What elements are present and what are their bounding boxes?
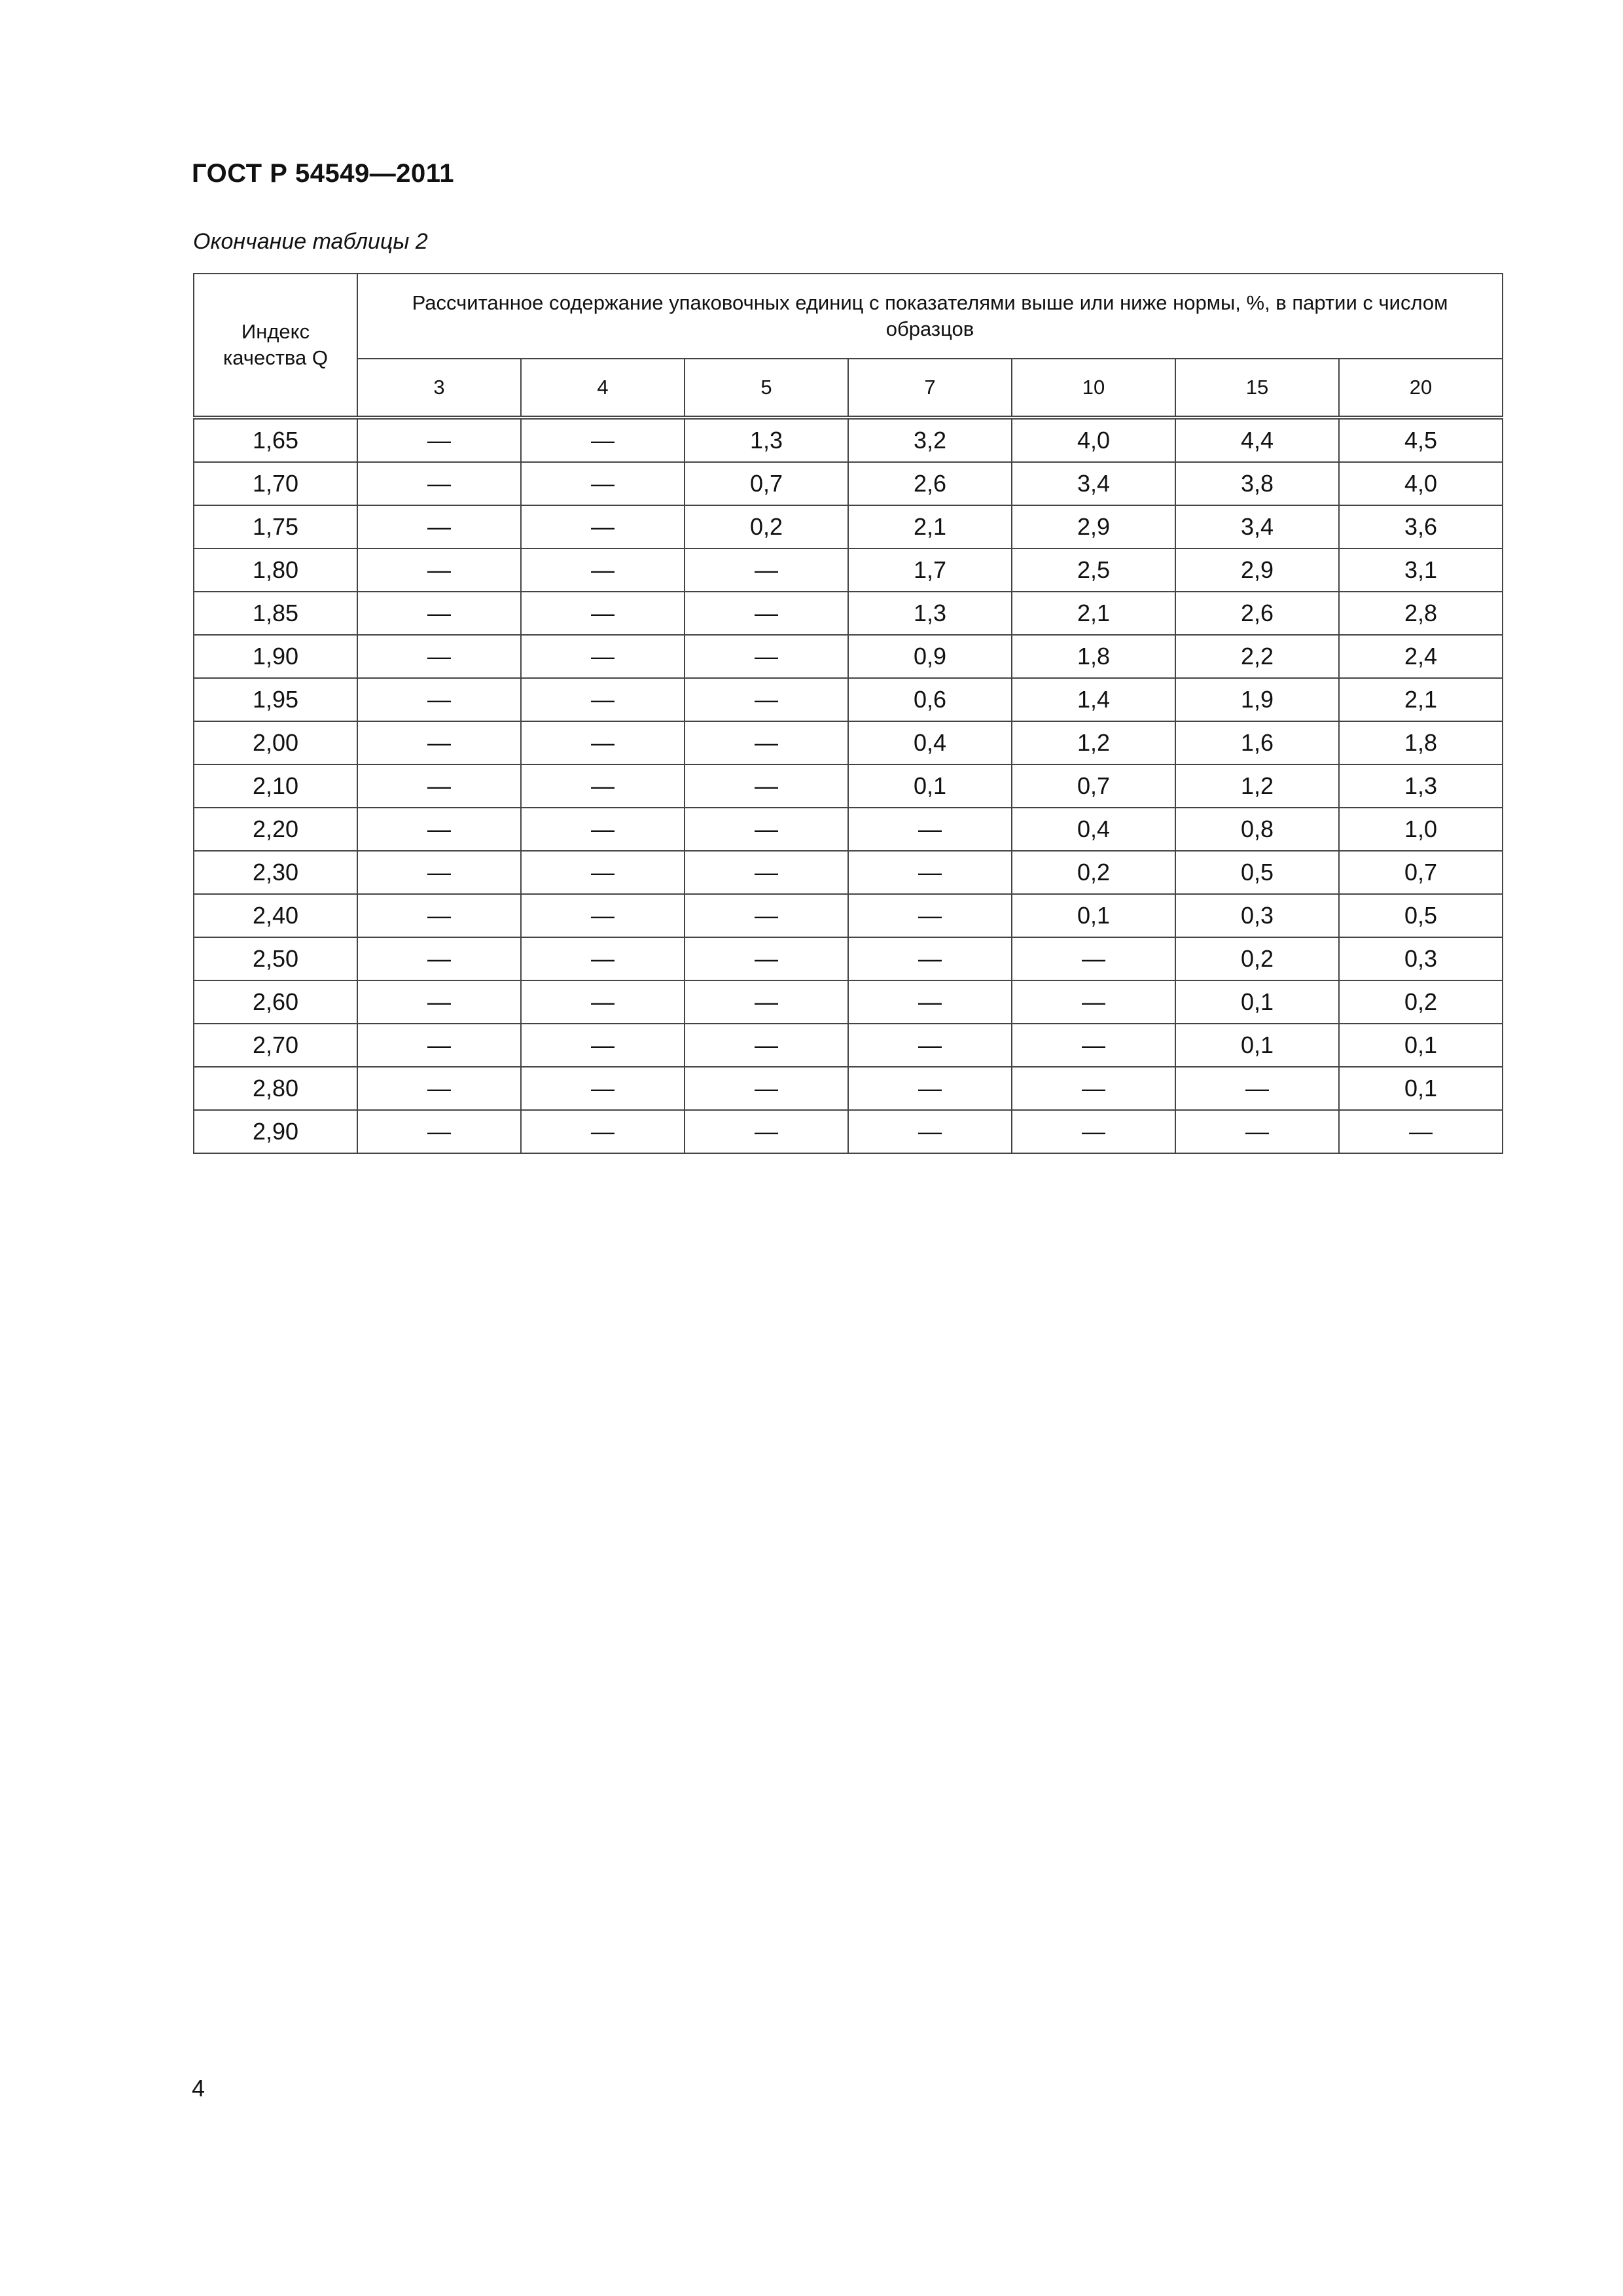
table-row [194, 980, 1503, 1024]
value-cell: — [1339, 1110, 1503, 1153]
value-cell: — [521, 592, 685, 635]
value-cell: — [357, 462, 521, 505]
value-cell: 0,5 [1339, 894, 1503, 937]
value-cell: — [685, 894, 848, 937]
quality-index-cell: 2,50 [194, 937, 357, 980]
table-row [194, 548, 1503, 592]
value-cell: — [685, 721, 848, 764]
value-cell: — [685, 1024, 848, 1067]
quality-index-cell: 1,80 [194, 548, 357, 592]
value-cell: 0,1 [1175, 1024, 1339, 1067]
table-row [194, 678, 1503, 721]
table-row [194, 894, 1503, 937]
document-code: ГОСТ Р 54549—2011 [192, 159, 454, 188]
value-cell: — [357, 548, 521, 592]
value-cell: 1,9 [1175, 678, 1339, 721]
value-cell: — [521, 980, 685, 1024]
value-cell: — [357, 851, 521, 894]
table-header [194, 274, 1503, 418]
table-row [194, 635, 1503, 678]
value-cell: — [357, 937, 521, 980]
quality-index-cell: 2,30 [194, 851, 357, 894]
value-cell: 2,5 [1012, 548, 1175, 592]
value-cell: — [521, 678, 685, 721]
table-row [194, 462, 1503, 505]
value-cell: 0,2 [1012, 851, 1175, 894]
quality-index-cell: 1,95 [194, 678, 357, 721]
quality-index-cell: 2,90 [194, 1110, 357, 1153]
page-number: 4 [192, 2075, 205, 2102]
value-cell: 2,6 [848, 462, 1012, 505]
value-cell: 0,2 [1175, 937, 1339, 980]
value-cell: — [357, 1110, 521, 1153]
value-cell: 0,8 [1175, 808, 1339, 851]
table-row [194, 764, 1503, 808]
quality-index-cell: 2,00 [194, 721, 357, 764]
value-cell: — [521, 635, 685, 678]
value-cell: 1,8 [1012, 635, 1175, 678]
value-cell: 1,2 [1012, 721, 1175, 764]
value-cell: 2,1 [1012, 592, 1175, 635]
quality-index-cell: 2,70 [194, 1024, 357, 1067]
quality-index-cell: 1,85 [194, 592, 357, 635]
value-cell: — [357, 678, 521, 721]
value-cell: 3,4 [1175, 505, 1339, 548]
value-cell: — [357, 894, 521, 937]
value-cell: 4,0 [1012, 418, 1175, 462]
value-cell: — [521, 1024, 685, 1067]
column-header: 5 [685, 359, 848, 418]
value-cell: — [685, 764, 848, 808]
value-cell: 0,5 [1175, 851, 1339, 894]
value-cell: — [685, 1067, 848, 1110]
table-row [194, 1067, 1503, 1110]
value-cell: 4,4 [1175, 418, 1339, 462]
value-cell: 2,9 [1012, 505, 1175, 548]
group-header: Рассчитанное содержание упаковочных единиц с показателями выше или ниже нормы, %, в партии с числом образцов [357, 274, 1503, 359]
value-cell: — [521, 462, 685, 505]
value-cell: — [521, 1067, 685, 1110]
quality-index-cell: 2,40 [194, 894, 357, 937]
value-cell: — [685, 548, 848, 592]
value-cell: — [357, 980, 521, 1024]
quality-index-table [193, 273, 1503, 1154]
value-cell: 2,2 [1175, 635, 1339, 678]
value-cell: — [521, 505, 685, 548]
column-header: 3 [357, 359, 521, 418]
value-cell: — [1012, 980, 1175, 1024]
value-cell: 3,8 [1175, 462, 1339, 505]
value-cell: 1,0 [1339, 808, 1503, 851]
value-cell: — [685, 937, 848, 980]
value-cell: — [685, 808, 848, 851]
value-cell: 0,9 [848, 635, 1012, 678]
column-header: 4 [521, 359, 685, 418]
value-cell: 0,3 [1175, 894, 1339, 937]
value-cell: — [848, 1067, 1012, 1110]
value-cell: — [357, 635, 521, 678]
value-cell: — [521, 851, 685, 894]
value-cell: 0,7 [685, 462, 848, 505]
value-cell: — [685, 592, 848, 635]
value-cell: 1,8 [1339, 721, 1503, 764]
value-cell: — [848, 808, 1012, 851]
value-cell: — [848, 937, 1012, 980]
table-row [194, 808, 1503, 851]
value-cell: 3,1 [1339, 548, 1503, 592]
table-row [194, 505, 1503, 548]
value-cell: 0,3 [1339, 937, 1503, 980]
value-cell: 1,3 [848, 592, 1012, 635]
value-cell: 0,4 [1012, 808, 1175, 851]
value-cell: — [1012, 1024, 1175, 1067]
value-cell: — [848, 894, 1012, 937]
quality-index-cell: 2,80 [194, 1067, 357, 1110]
table-row [194, 592, 1503, 635]
value-cell: — [1012, 1067, 1175, 1110]
value-cell: 2,8 [1339, 592, 1503, 635]
value-cell: 0,1 [1339, 1067, 1503, 1110]
table-body [194, 418, 1503, 1153]
value-cell: 0,7 [1339, 851, 1503, 894]
column-header: 7 [848, 359, 1012, 418]
value-cell: 1,4 [1012, 678, 1175, 721]
value-cell: — [685, 980, 848, 1024]
value-cell: — [848, 1024, 1012, 1067]
quality-index-cell: 1,65 [194, 418, 357, 462]
value-cell: 1,3 [685, 418, 848, 462]
value-cell: 0,1 [1012, 894, 1175, 937]
column-header: 15 [1175, 359, 1339, 418]
corner-header: Индекс качества Q [194, 274, 357, 418]
value-cell: — [1175, 1110, 1339, 1153]
value-cell: 2,1 [848, 505, 1012, 548]
value-cell: — [357, 808, 521, 851]
column-header-row [194, 359, 1503, 418]
table-row [194, 1024, 1503, 1067]
value-cell: — [1012, 937, 1175, 980]
value-cell: — [685, 678, 848, 721]
value-cell: 4,0 [1339, 462, 1503, 505]
value-cell: 2,1 [1339, 678, 1503, 721]
value-cell: — [357, 721, 521, 764]
value-cell: — [1175, 1067, 1339, 1110]
table-row [194, 1110, 1503, 1153]
value-cell: 0,2 [1339, 980, 1503, 1024]
value-cell: — [521, 721, 685, 764]
value-cell: 0,6 [848, 678, 1012, 721]
column-header: 10 [1012, 359, 1175, 418]
table-row [194, 851, 1503, 894]
value-cell: — [521, 418, 685, 462]
value-cell: 3,2 [848, 418, 1012, 462]
value-cell: — [848, 1110, 1012, 1153]
table-row [194, 418, 1503, 462]
quality-index-cell: 2,10 [194, 764, 357, 808]
value-cell: 2,6 [1175, 592, 1339, 635]
quality-index-cell: 2,60 [194, 980, 357, 1024]
value-cell: — [357, 418, 521, 462]
value-cell: — [521, 937, 685, 980]
value-cell: 3,6 [1339, 505, 1503, 548]
value-cell: — [685, 1110, 848, 1153]
value-cell: 0,4 [848, 721, 1012, 764]
value-cell: — [685, 851, 848, 894]
quality-index-cell: 1,90 [194, 635, 357, 678]
quality-index-cell: 1,70 [194, 462, 357, 505]
value-cell: — [685, 635, 848, 678]
table-caption: Окончание таблицы 2 [193, 229, 428, 254]
table-row [194, 721, 1503, 764]
value-cell: — [848, 851, 1012, 894]
value-cell: 0,7 [1012, 764, 1175, 808]
value-cell: 1,2 [1175, 764, 1339, 808]
quality-index-cell: 1,75 [194, 505, 357, 548]
value-cell: 0,1 [1339, 1024, 1503, 1067]
value-cell: — [357, 505, 521, 548]
value-cell: — [521, 764, 685, 808]
value-cell: 0,2 [685, 505, 848, 548]
quality-index-cell: 2,20 [194, 808, 357, 851]
value-cell: — [357, 764, 521, 808]
value-cell: — [848, 980, 1012, 1024]
value-cell: — [521, 894, 685, 937]
value-cell: 0,1 [848, 764, 1012, 808]
value-cell: — [521, 548, 685, 592]
value-cell: — [357, 592, 521, 635]
value-cell: — [521, 808, 685, 851]
value-cell: 2,4 [1339, 635, 1503, 678]
value-cell: 1,7 [848, 548, 1012, 592]
value-cell: 2,9 [1175, 548, 1339, 592]
table-row [194, 937, 1503, 980]
value-cell: 0,1 [1175, 980, 1339, 1024]
column-header: 20 [1339, 359, 1503, 418]
value-cell: — [521, 1110, 685, 1153]
value-cell: — [1012, 1110, 1175, 1153]
value-cell: 4,5 [1339, 418, 1503, 462]
value-cell: 3,4 [1012, 462, 1175, 505]
value-cell: — [357, 1024, 521, 1067]
value-cell: 1,6 [1175, 721, 1339, 764]
value-cell: 1,3 [1339, 764, 1503, 808]
value-cell: — [357, 1067, 521, 1110]
